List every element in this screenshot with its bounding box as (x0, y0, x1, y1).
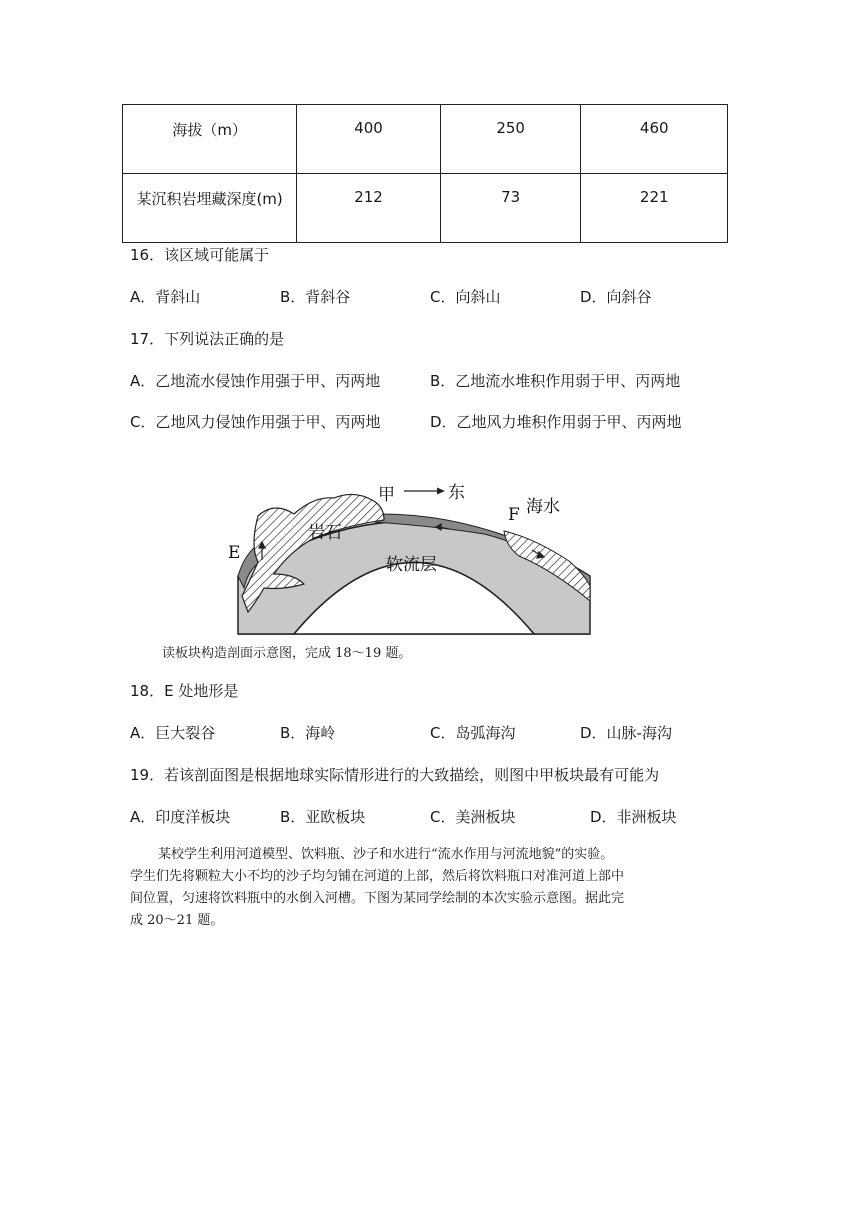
table-cell: 212 (297, 174, 441, 243)
question-18-option-a: A．巨大裂谷 (130, 724, 216, 742)
table-cell: 221 (581, 174, 728, 243)
passage-line: 成 20～21 题。 (130, 913, 224, 928)
table-cell: 460 (581, 105, 728, 174)
question-19-option-a: A．印度洋板块 (130, 808, 231, 826)
label-asthenosphere: 软流层 (386, 555, 437, 575)
experiment-passage (130, 844, 732, 932)
table-cell: 400 (297, 105, 441, 174)
label-seawater: 海水 (526, 497, 560, 517)
question-18-option-b: B．海岭 (280, 724, 336, 742)
label-dong: 东 (448, 483, 465, 503)
data-table (122, 104, 728, 243)
question-16-option-b: B．背斜谷 (280, 288, 351, 306)
question-17-option-d: D．乙地风力堆积作用弱于甲、丙两地 (430, 413, 682, 431)
question-17-option-a: A．乙地流水侵蚀作用强于甲、丙两地 (130, 372, 381, 390)
plate-cross-section-figure (228, 476, 594, 638)
label-rock: 岩石 (308, 523, 342, 543)
question-17-option-b: B．乙地流水堆积作用弱于甲、丙两地 (430, 372, 681, 390)
table-cell: 250 (440, 105, 581, 174)
question-16-option-d: D．向斜谷 (580, 288, 652, 306)
question-17-option-c: C．乙地风力侵蚀作用强于甲、丙两地 (130, 413, 381, 431)
question-17-stem: 17．下列说法正确的是 (130, 330, 285, 348)
question-18-stem: 18．E 处地形是 (130, 682, 239, 700)
passage-line: 间位置，匀速将饮料瓶中的水倒入河槽。下图为某同学绘制的本次实验示意图。据此完 (130, 891, 625, 906)
label-E: E (228, 543, 241, 563)
question-19-option-d: D．非洲板块 (590, 808, 677, 826)
table-row (123, 174, 728, 243)
question-16-stem: 16．该区域可能属于 (130, 246, 270, 264)
question-19-option-b: B．亚欧板块 (280, 808, 366, 826)
question-19-option-c: C．美洲板块 (430, 808, 516, 826)
label-jia: 甲 (378, 485, 395, 505)
question-16-option-a: A．背斜山 (130, 288, 201, 306)
passage-line: 学生们先将颗粒大小不均的沙子均匀铺在河道的上部，然后将饮料瓶口对准河道上部中 (130, 869, 625, 884)
table-cell: 73 (440, 174, 581, 243)
passage-line: 某校学生利用河道模型、饮料瓶、沙子和水进行“流水作用与河流地貌”的实验。 (158, 847, 614, 862)
question-18-option-c: C．岛弧海沟 (430, 724, 516, 742)
question-19-stem: 19．若该剖面图是根据地球实际情形进行的大致描绘，则图中甲板块最有可能为 (130, 766, 660, 784)
table-row-label: 某沉积岩埋藏深度(m) (123, 174, 297, 243)
east-arrow (404, 488, 445, 495)
question-18-option-d: D．山脉-海沟 (580, 724, 672, 742)
question-16-option-c: C．向斜山 (430, 288, 501, 306)
figure-caption: 读板块构造剖面示意图，完成 18～19 题。 (162, 646, 412, 661)
table-row (123, 105, 728, 174)
table-row-label: 海拔（m） (123, 105, 297, 174)
label-F: F (508, 505, 520, 525)
